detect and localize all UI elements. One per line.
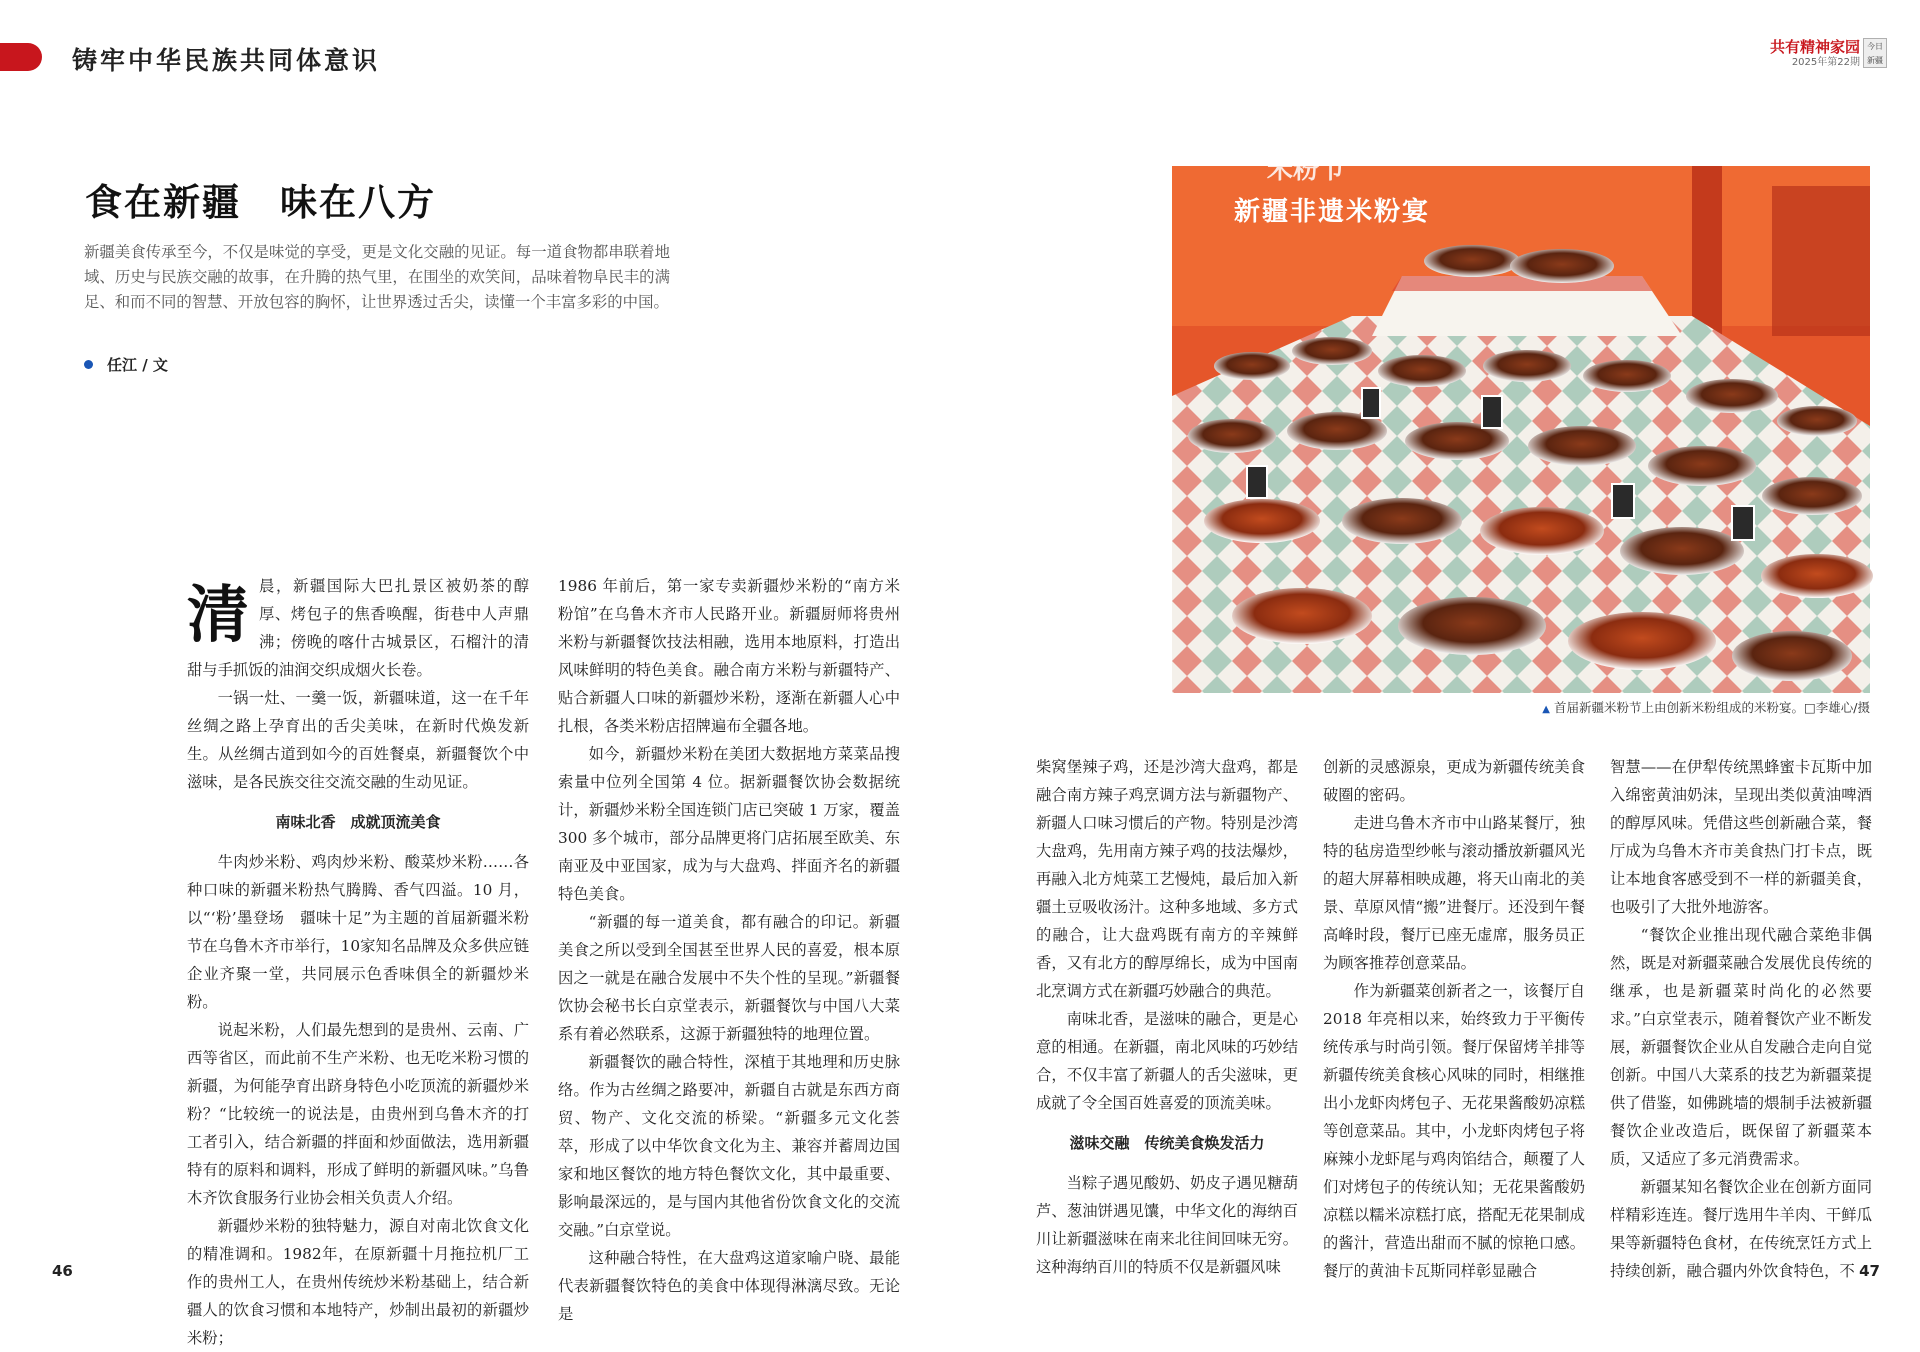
paragraph: 晨，新疆国际大巴扎景区被奶茶的醇厚、烤包子的焦香唤醒，街巷中人声鼎沸；傍晚的喀什古城景区，石榴汁的清甜与手抓饭的油润交织成烟火长卷。 <box>187 577 529 679</box>
article-headline: 食在新疆 味在八方 <box>85 181 436 224</box>
photo-banner-top: 米粉节 <box>1267 155 1346 185</box>
magazine-name: 共有精神家园 <box>1769 38 1860 56</box>
caption-triangle-icon: ▲ <box>1542 704 1550 715</box>
paragraph: 作为新疆菜创新者之一，该餐厅自 2018 年亮相以来，始终致力于平衡传统传承与时尚引领。餐厅保留烤羊排等新疆传统美食核心风味的同时，相继推出小龙虾肉烤包子、无花果酱酸奶凉糕等创意菜品。其中，小龙虾肉烤包子将麻辣小龙虾尾与鸡肉馅结合，颠覆了人们对烤包子的传统认知；无花果酱酸奶凉糕以糯米凉糕打底，搭配无花果制成的酱汁，营造出甜而不腻的惊艳口感。餐厅的黄油卡瓦斯同样彰显融合 <box>1323 982 1585 1280</box>
paragraph: 说起米粉，人们最先想到的是贵州、云南、广西等省区，而此前不生产米粉、也无吃米粉习惯的新疆，为何能孕育出跻身特色小吃顶流的新疆炒米粉？“比较统一的说法是，由贵州到乌鲁木齐的打工者引入，结合新疆的拌面和炒面做法，选用新疆特有的原料和调料，形成了鲜明的新疆风味。”乌鲁木齐饮食服务行业协会相关负责人介绍。 <box>187 1021 529 1207</box>
subheading: 南味北香 成就顶流美食 <box>275 813 441 831</box>
feature-photo <box>1172 155 1870 693</box>
photo-caption <box>1430 698 1870 716</box>
issue-label: 2025年第22期 <box>1791 57 1860 68</box>
drop-cap: 清 <box>187 578 250 651</box>
paragraph: 智慧——在伊犁传统黑蜂蜜卡瓦斯中加入绵密黄油奶沫，呈现出类似黄油啤酒的醇厚风味。凭借这些创新融合菜，餐厅成为乌鲁木齐市美食热门打卡点，既让本地食客感受到不一样的新疆美食，也吸引了大批外地游客。 <box>1610 758 1872 916</box>
paragraph: 新疆炒米粉的独特魅力，源自对南北饮食文化的精准调和。1982年，在原新疆十月拖拉机厂工作的贵州工人，在贵州传统炒米粉基础上，结合新疆人的饮食习惯和本地特产，炒制出最初的新疆炒米粉； <box>187 1217 529 1347</box>
caption-text: 首届新疆米粉节上由创新米粉组成的米粉宴。□李雄心/摄 <box>1553 700 1870 715</box>
body-column-4 <box>1323 753 1585 1285</box>
magazine-masthead <box>1770 38 1860 69</box>
magazine-badge <box>1863 38 1887 68</box>
body-column-5 <box>1610 753 1872 1285</box>
photo-banner-text: 新疆非遗米粉宴 <box>1234 197 1431 227</box>
article-lede: 新疆美食传承至今，不仅是味觉的享受，更是文化交融的见证。每一道食物都串联着地域、历史与民族交融的故事，在升腾的热气里，在围坐的欢笑间，品味着物阜民丰的满足、和而不同的智慧、开放包容的胸怀，让世界透过舌尖，读懂一个丰富多彩的中国。 <box>84 243 670 311</box>
body-column-2 <box>558 572 900 1328</box>
paragraph: 创新的灵感源泉，更成为新疆传统美食破圈的密码。 <box>1323 758 1585 804</box>
byline-text: 任江 / 文 <box>107 356 168 374</box>
paragraph: 这种融合特性，在大盘鸡这道家喻户晓、最能代表新疆餐饮特色的美食中体现得淋漓尽致。无论是 <box>558 1249 900 1323</box>
badge-line-2: 新疆 <box>1867 56 1883 65</box>
badge-line-1: 今日 <box>1867 42 1883 51</box>
paragraph: 柴窝堡辣子鸡，还是沙湾大盘鸡，都是融合南方辣子鸡烹调方法与新疆物产、新疆人口味习惯后的产物。特别是沙湾大盘鸡，先用南方辣子鸡的技法爆炒，再融入北方炖菜工艺慢炖，最后加入新疆土豆吸收汤汁。这种多地域、多方式的融合，让大盘鸡既有南方的辛辣鲜香，又有北方的醇厚绵长，成为中国南北烹调方式在新疆巧妙融合的典范。 <box>1036 758 1298 1000</box>
subheading: 滋味交融 传统美食焕发活力 <box>1069 1134 1265 1152</box>
paragraph: 牛肉炒米粉、鸡肉炒米粉、酸菜炒米粉……各种口味的新疆米粉热气腾腾、香气四溢。10 月，以“‘粉’墨登场 疆味十足”为主题的首届新疆米粉节在乌鲁木齐市举行，10家知名品牌及众多供应链企业齐聚一堂，共同展示色香味俱全的新疆炒米粉。 <box>187 853 529 1011</box>
paragraph: “新疆的每一道美食，都有融合的印记。新疆美食之所以受到全国甚至世界人民的喜爱，根本原因之一就是在融合发展中不失个性的呈现。”新疆餐饮协会秘书长白京堂表示，新疆餐饮与中国八大菜系有着必然联系，这源于新疆独特的地理位置。 <box>558 913 900 1043</box>
body-column-3 <box>1036 753 1298 1281</box>
byline <box>84 354 168 375</box>
section-title: 铸牢中华民族共同体意识 <box>72 46 381 75</box>
page-number-left: 46 <box>52 1262 73 1280</box>
paragraph: 一锅一灶、一羹一饭，新疆味道，这一在千年丝绸之路上孕育出的舌尖美味，在新时代焕发新生。从丝绸古道到如今的百姓餐桌，新疆餐饮个中滋味，是各民族交往交流交融的生动见证。 <box>187 689 529 791</box>
paragraph: 南味北香，是滋味的融合，更是心意的相通。在新疆，南北风味的巧妙结合，不仅丰富了新疆人的舌尖滋味，更成就了令全国百姓喜爱的顶流美味。 <box>1036 1010 1298 1112</box>
paragraph: 新疆餐饮的融合特性，深植于其地理和历史脉络。作为古丝绸之路要冲，新疆自古就是东西方商贸、物产、文化交流的桥梁。“新疆多元文化荟萃，形成了以中华饮食文化为主、兼容并蓄周边国家和地区餐饮的地方特色餐饮文化，其中最重要、影响最深远的，是与国内其他省份饮食文化的交流交融。”白京堂说。 <box>558 1053 900 1239</box>
byline-dot-icon <box>84 360 93 369</box>
page-number-right: 47 <box>1859 1262 1880 1280</box>
section-tab-marker <box>0 43 42 71</box>
paragraph: 走进乌鲁木齐市中山路某餐厅，独特的毡房造型纱帐与滚动播放新疆风光的超大屏幕相映成趣，将天山南北的美景、草原风情“搬”进餐厅。还没到午餐高峰时段，餐厅已座无虚席，服务员正为顾客推荐创意菜品。 <box>1323 814 1585 972</box>
paragraph: 新疆某知名餐饮企业在创新方面同样精彩连连。餐厅选用牛羊肉、干鲜瓜果等新疆特色食材，在传统烹饪方式上持续创新，融合疆内外饮食特色，不 <box>1610 1178 1872 1280</box>
paragraph: 如今，新疆炒米粉在美团大数据地方菜菜品搜索量中位列全国第 4 位。据新疆餐饮协会数据统计，新疆炒米粉全国连锁门店已突破 1 万家，覆盖 300 多个城市，部分品牌更将门店拓展至欧美、东南亚及中亚国家，成为与大盘鸡、拌面齐名的新疆特色美食。 <box>558 745 900 903</box>
paragraph: 当粽子遇见酸奶、奶皮子遇见糖葫芦、葱油饼遇见馕，中华文化的海纳百川让新疆滋味在南来北往间回味无穷。这种海纳百川的特质不仅是新疆风味 <box>1036 1174 1298 1276</box>
paragraph: 1986 年前后，第一家专卖新疆炒米粉的“南方米粉馆”在乌鲁木齐市人民路开业。新疆厨师将贵州米粉与新疆餐饮技法相融，选用本地原料，打造出风味鲜明的特色美食。融合南方米粉与新疆特产、贴合新疆人口味的新疆炒米粉，逐渐在新疆人心中扎根，各类米粉店招牌遍布全疆各地。 <box>558 577 900 735</box>
body-column-1 <box>187 572 529 1352</box>
paragraph: “餐饮企业推出现代融合菜绝非偶然，既是对新疆菜融合发展优良传统的继承，也是新疆菜时尚化的必然要求。”白京堂表示，随着餐饮产业不断发展，新疆餐饮企业从自发融合走向自觉创新。中国八大菜系的技艺为新疆菜提供了借鉴，如佛跳墙的煨制手法被新疆餐饮企业改造后，既保留了新疆菜本质，又适应了多元消费需求。 <box>1610 926 1872 1168</box>
